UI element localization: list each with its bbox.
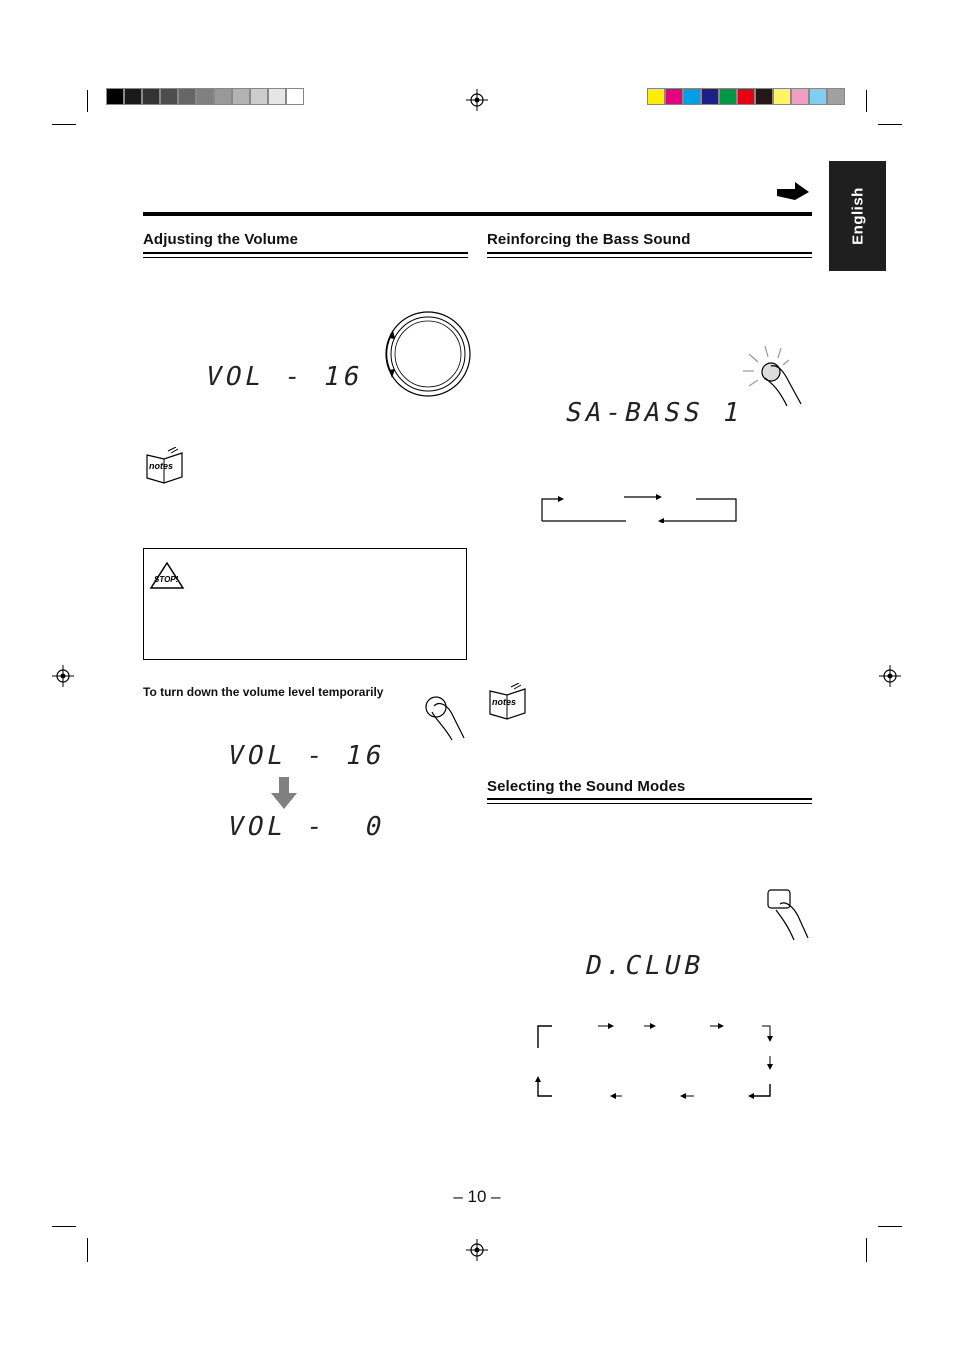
color-patch (755, 88, 773, 105)
gray-patch (178, 88, 196, 105)
color-patch (647, 88, 665, 105)
volume-display: VOL - 16 (202, 362, 367, 392)
bass-heading: Reinforcing the Bass Sound (487, 231, 691, 248)
color-patch (665, 88, 683, 105)
color-patch (809, 88, 827, 105)
crop-mark (52, 124, 76, 125)
registration-mark-icon (466, 89, 488, 111)
heading-rule (487, 252, 812, 258)
gray-patch (106, 88, 124, 105)
mute-display-before: VOL - 16 (224, 741, 389, 771)
finger-press-button-icon (764, 886, 812, 942)
color-calibration-strip (647, 88, 845, 105)
gray-patch (142, 88, 160, 105)
registration-mark-icon (879, 665, 901, 687)
top-rule (143, 212, 812, 216)
mute-subheading: To turn down the volume level temporarily (143, 685, 384, 699)
gray-patch (250, 88, 268, 105)
volume-heading: Adjusting the Volume (143, 231, 299, 248)
color-patch (827, 88, 845, 105)
crop-mark (52, 1226, 76, 1227)
crop-mark (878, 1226, 902, 1227)
heading-rule (487, 798, 812, 804)
notes-icon (487, 683, 531, 721)
gray-patch (232, 88, 250, 105)
registration-mark-icon (466, 1239, 488, 1261)
notes-icon-label: notes (492, 697, 517, 707)
gray-patch (286, 88, 304, 105)
color-patch (683, 88, 701, 105)
gray-patch (160, 88, 178, 105)
notes-icon-label: notes (149, 461, 174, 471)
bass-cycle-diagram (538, 493, 740, 523)
sound-mode-heading: Selecting the Sound Modes (487, 778, 686, 795)
sound-mode-display: D.CLUB (582, 951, 708, 981)
registration-mark-icon (52, 665, 74, 687)
color-patch (737, 88, 755, 105)
language-label: English (849, 187, 866, 245)
crop-mark (866, 90, 867, 112)
crop-mark (87, 1238, 88, 1262)
notes-icon (144, 447, 188, 485)
gray-patch (196, 88, 214, 105)
finger-press-lit-button-icon (743, 344, 809, 408)
heading-rule (143, 252, 468, 258)
mute-display-after: VOL - 0 (224, 812, 389, 842)
caution-box (143, 548, 467, 660)
bass-display: SA-BASS 1 (562, 398, 747, 428)
page-number: – 10 – (453, 1187, 501, 1206)
color-patch (719, 88, 737, 105)
color-patch (791, 88, 809, 105)
language-tab (829, 161, 886, 271)
finger-press-button-icon (422, 692, 468, 744)
down-arrow-icon (271, 777, 297, 809)
crop-mark (87, 90, 88, 112)
crop-mark (866, 1238, 867, 1262)
gray-patch (214, 88, 232, 105)
continue-arrow-icon (775, 180, 811, 202)
stop-icon-label: STOP! (154, 575, 179, 584)
gray-patch (124, 88, 142, 105)
stop-warning-icon (149, 561, 185, 591)
color-patch (773, 88, 791, 105)
volume-knob-icon (378, 308, 473, 403)
sound-mode-cycle-diagram (532, 1020, 776, 1100)
gray-patch (268, 88, 286, 105)
grayscale-calibration-strip (106, 88, 304, 105)
color-patch (701, 88, 719, 105)
crop-mark (878, 124, 902, 125)
